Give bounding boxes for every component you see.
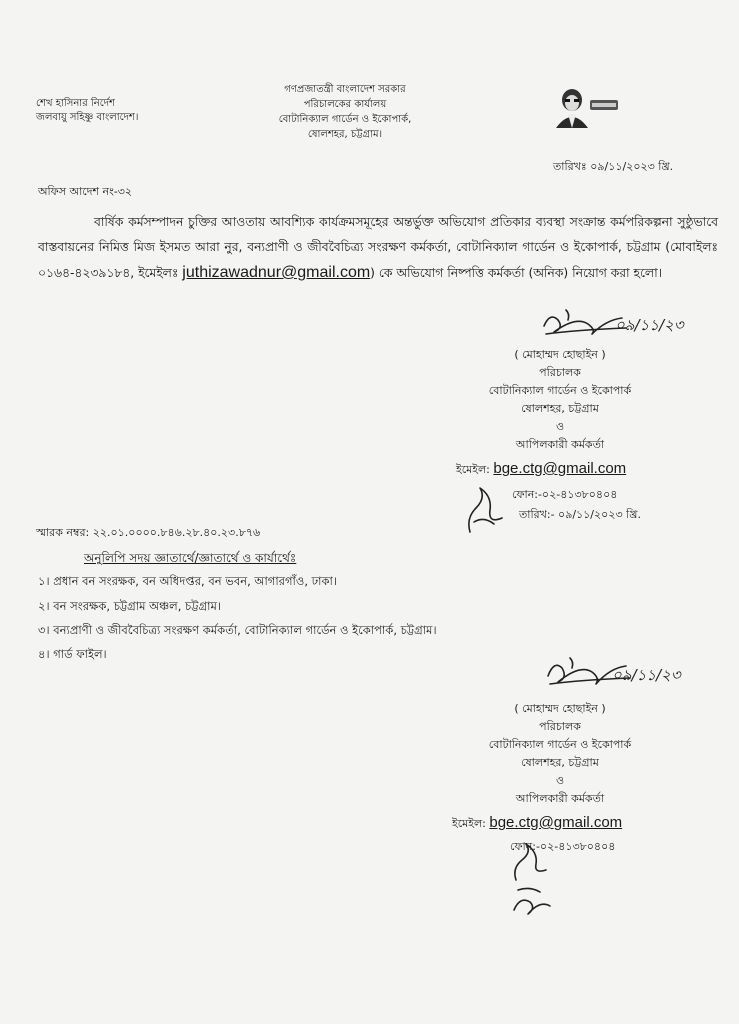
signature-2-phone: ফোন:-০২-৪১৩৮০৪০৪: [510, 840, 616, 853]
signature-2-designation: পরিচালক: [539, 720, 581, 733]
signature-1-email[interactable]: bge.ctg@gmail.com: [493, 460, 627, 477]
cc-title: অনুলিপি সদয় জ্ঞাতার্থে/জ্ঞাতার্থে ও কার্যার্থেঃ: [84, 551, 297, 565]
signature-2-handwritten-date: ০৯/১১/২৩: [612, 666, 681, 684]
cc-item: ১। প্রধান বন সংরক্ষক, বন অধিদপ্তর, বন ভবন, আগারগাঁও, ঢাকা।: [38, 574, 337, 588]
motto-line-2: জলবায়ু সহিষ্ণু বাংলাদেশ।: [36, 112, 139, 123]
order-number: অফিস আদেশ নং-৩২: [38, 185, 133, 198]
signature-2-role: আপিলকারী কর্মকর্তা: [515, 792, 605, 805]
signature-2-email-label: ইমেইল:: [452, 817, 486, 830]
body-text-2: ) কে অভিযোগ নিষ্পত্তি কর্মকর্তা (অনিক) নিয়োগ করা হলো।: [370, 266, 663, 280]
signature-1-designation: পরিচালক: [539, 366, 581, 379]
body-text-1: বার্ষিক কর্মসম্পাদন চুক্তির আওতায় আবশ্যিক কার্যক্রমসমূহের অন্তর্ভুক্ত অভিযোগ প্রতিকার ব্যবস্থা সংক্রান্ত কর্মপরিকল্পনা সুষ্ঠুভাবে বাস্তবায়নের নিমিত্ত মিজ ইসমত আরা নুর, বন্যপ্রাণী ও জীববৈচিত্র্য সংরক্ষণ কর্মকর্তা, বোটানিক্যাল গার্ডেন ও ইকোপার্ক, চট্টগ্রাম (মোবাইলঃ ০১৬৪-৪২৩৯১৮৪, ইমেইলঃ: [38, 215, 718, 280]
signature-1-location: ষোলশহর, চট্টগ্রাম: [521, 402, 599, 415]
signature-1-conjunction: ও: [555, 420, 565, 433]
body-email[interactable]: juthizawadnur@gmail.com: [182, 264, 371, 281]
signature-2-conjunction: ও: [555, 774, 565, 787]
signature-1-role: আপিলকারী কর্মকর্তা: [515, 438, 605, 451]
initials-scribble-1: [462, 478, 508, 538]
signature-2-name: ( মোহাম্মদ হোছাইন ): [514, 702, 606, 715]
cc-item: ৪। গার্ড ফাইল।: [38, 647, 107, 661]
issue-date: তারিখঃ ০৯/১১/২০২৩ খ্রি.: [553, 160, 674, 173]
signature-1-office: বোটানিক্যাল গার্ডেন ও ইকোপার্ক: [488, 384, 632, 397]
signature-block-2: [460, 700, 660, 808]
letterhead: [250, 82, 440, 142]
signature-2-location: ষোলশহর, চট্টগ্রাম: [521, 756, 599, 769]
signature-1-phone: ফোন:-০২-৪১৩৮০৪০৪: [512, 488, 618, 501]
cc-item: ৩। বন্যপ্রাণী ও জীববৈচিত্র্য সংরক্ষণ কর্মকর্তা, বোটানিক্যাল গার্ডেন ও ইকোপার্ক, চট্টগ্রাম।: [38, 623, 437, 637]
signature-1-email-line: [456, 460, 626, 480]
signature-2-email[interactable]: bge.ctg@gmail.com: [489, 814, 623, 831]
signature-1-handwritten-date: ০৯/১১/২৩: [615, 316, 684, 334]
signature-1-date: তারিখ:- ০৯/১১/২০২৩ খ্রি.: [519, 508, 641, 521]
signature-2-email-line: [452, 814, 622, 834]
portrait-logo: [532, 86, 624, 128]
letterhead-line-4: ষোলশহর, চট্টগ্রাম।: [307, 129, 383, 140]
memo-number: স্মারক নম্বর: ২২.০১.০০০০.৮৪৬.২৮.৪০.২৩.৮৭৬: [36, 526, 261, 539]
motto-line-1: শেখ হাসিনার নির্দেশ: [36, 98, 115, 109]
cc-item: ২। বন সংরক্ষক, চট্টগ্রাম অঞ্চল, চট্টগ্রাম।: [38, 599, 221, 613]
signature-1-email-label: ইমেইল:: [456, 463, 490, 476]
letterhead-line-1: গণপ্রজাতন্ত্রী বাংলাদেশ সরকার: [284, 84, 406, 95]
letterhead-line-2: পরিচালকের কার্যালয়: [303, 99, 387, 110]
signature-1-name: ( মোহাম্মদ হোছাইন ): [514, 348, 606, 361]
letterhead-line-3: বোটানিক্যাল গার্ডেন ও ইকোপার্ক,: [278, 114, 412, 125]
signature-block-1: [460, 346, 660, 454]
signature-2-office: বোটানিক্যাল গার্ডেন ও ইকোপার্ক: [488, 738, 632, 751]
order-body: [38, 210, 718, 286]
initials-scribble-2: [506, 840, 556, 920]
